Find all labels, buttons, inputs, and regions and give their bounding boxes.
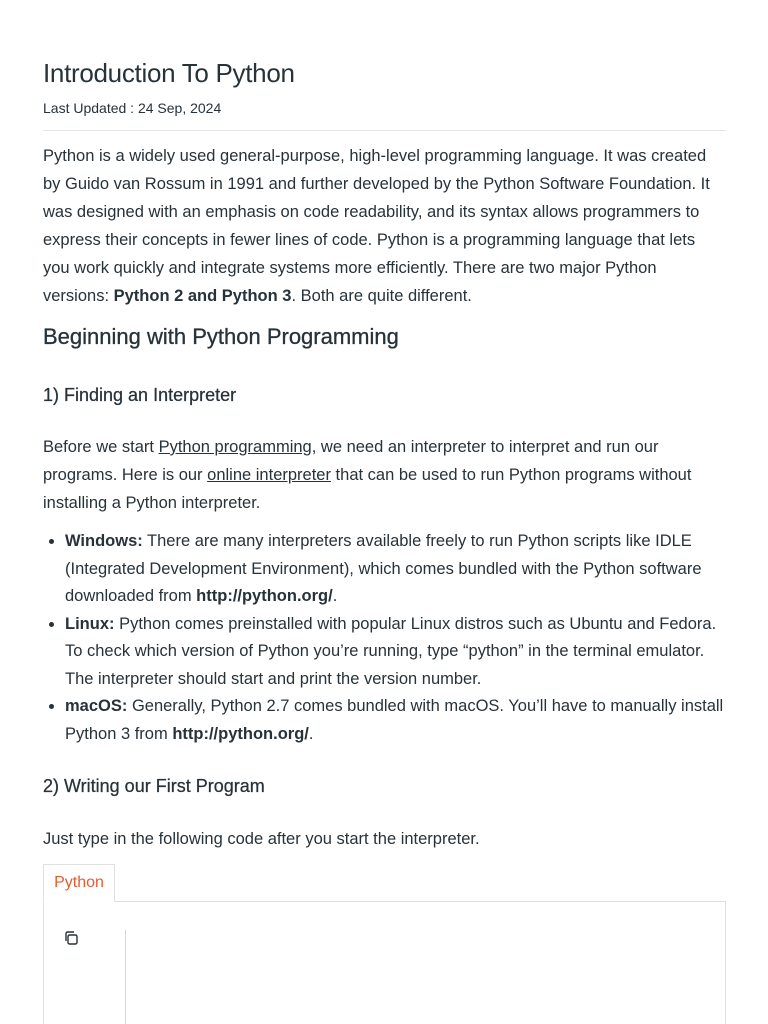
intro-bold: Python 2 and Python 3	[113, 287, 292, 305]
bullet-text: Python comes preinstalled with popular Linux distros such as Ubuntu and Fedora. To check which version of Python you’re running, type “python” in the terminal emulator. The interpreter should start and print the version number.	[65, 614, 717, 688]
last-updated: Last Updated : 24 Sep, 2024	[43, 100, 222, 116]
sub1-heading: 1) Finding an Interpreter	[43, 385, 237, 405]
list-item	[65, 693, 726, 748]
sub1-text-a: Before we start	[43, 438, 159, 456]
copy-icon[interactable]	[63, 930, 79, 946]
sub1-text-b: , we need an interpreter to interpret and run our programs. Here is our	[43, 438, 659, 484]
title-divider	[43, 130, 726, 131]
intro-text: Python is a widely used general-purpose, high-level programming language. It was created by Guido van Rossum in 1991 and further developed by the Python Software Foundation. It was designed with an emphasis on code readability, and its syntax allows programmers to express their concepts in fewer lines of code. Python is a programming language that lets you work quickly and integrate systems more efficiently. There are two major Python versions:	[43, 147, 710, 305]
article-title: Introduction To Python	[43, 58, 295, 88]
section-heading: Beginning with Python Programming	[43, 324, 399, 349]
bullet-label: Windows:	[65, 532, 143, 550]
sub2-heading: 2) Writing our First Program	[43, 776, 265, 796]
os-list	[43, 528, 726, 748]
python-programming-link[interactable]: Python programming	[158, 438, 312, 456]
bullet-text: There are many interpreters available freely to run Python scripts like IDLE (Integrated Development Environment), which comes bundled with the Python software downloaded from	[65, 532, 702, 605]
bullet-text: Generally, Python 2.7 comes bundled with macOS. You’ll have to manually install Python 3 from	[65, 697, 724, 743]
code-block	[43, 864, 726, 1004]
tab-python[interactable]: Python	[43, 864, 115, 902]
python-org-link[interactable]: http://python.org/	[196, 587, 333, 605]
instruction-paragraph: Just type in the following code after you start the interpreter.	[43, 830, 480, 848]
code-panel	[43, 901, 726, 1024]
intro-tail: . Both are quite different.	[291, 287, 472, 305]
bullet-label: macOS:	[65, 697, 128, 715]
sub1-text-c: that can be used to run Python programs without installing a Python interpreter.	[43, 466, 692, 512]
online-interpreter-link[interactable]: online interpreter	[207, 466, 331, 484]
python-org-link[interactable]: http://python.org/	[172, 724, 309, 743]
code-gutter	[125, 930, 126, 1024]
bullet-tail: .	[308, 724, 314, 743]
intro-paragraph	[43, 142, 726, 310]
interpreter-paragraph	[43, 433, 726, 517]
bullet-tail: .	[332, 587, 338, 605]
list-item	[65, 611, 726, 694]
list-item	[65, 528, 726, 611]
bullet-label: Linux:	[65, 614, 115, 633]
